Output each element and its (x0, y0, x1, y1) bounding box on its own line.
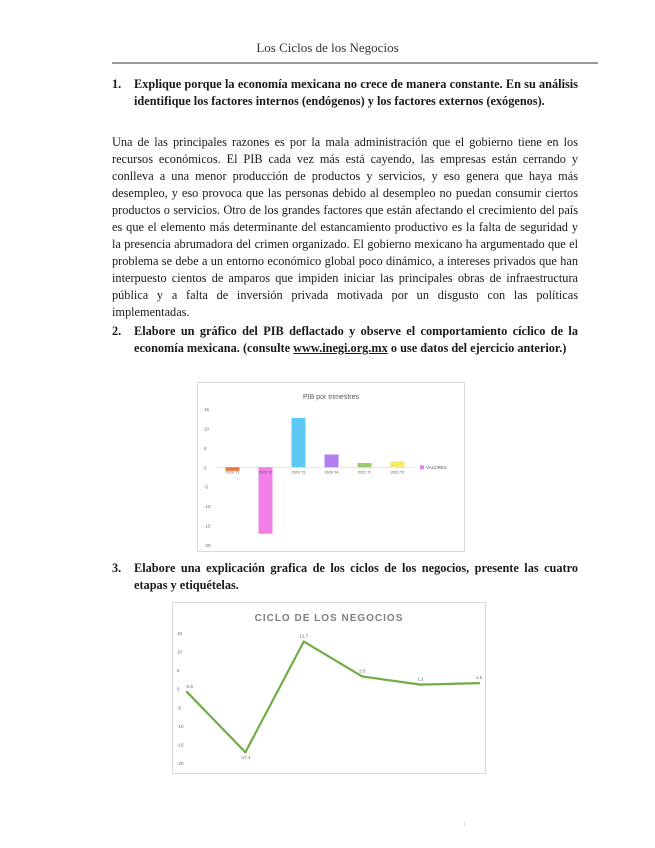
y-tick-label: -5 (177, 705, 182, 711)
inegi-link[interactable]: www.inegi.org.mx (293, 341, 388, 355)
y-tick-label: -5 (204, 484, 209, 490)
y-tick-label: 5 (204, 445, 207, 451)
y-tick-label: 15 (177, 631, 183, 636)
x-tick-label: 2020 T1 (225, 470, 240, 475)
y-tick-label: -15 (177, 742, 184, 748)
y-tick-label: -10 (177, 723, 184, 729)
question-text: Elabore una explicación grafica de los ciclos de los negocios, presente las cuatro etapas y etiquételas. (134, 561, 578, 592)
data-point (186, 691, 188, 693)
legend-label: VALORES (426, 465, 447, 471)
question-3 (112, 560, 578, 594)
y-tick-label: -15 (204, 523, 211, 529)
data-label: 1.1 (417, 676, 424, 682)
chart-title: PIB por trimestres (302, 394, 360, 401)
x-tick-label: 2020 T2 (258, 470, 273, 475)
pib-bar-chart-svg (198, 383, 464, 551)
bar (358, 463, 372, 467)
series-line (187, 642, 479, 753)
question-number: 2. (112, 324, 122, 338)
y-tick-label: -20 (177, 761, 184, 766)
page-number: 1 (463, 822, 466, 828)
bar (391, 461, 405, 467)
data-label: 3.3 (359, 668, 366, 674)
legend-swatch (420, 465, 424, 469)
business-cycle-line-chart (172, 602, 486, 774)
x-tick-label: 2021 T1 (357, 470, 372, 475)
question-1 (112, 76, 578, 110)
question-text-part: Elabore un gráfico del PIB deflactado y observe el comportamiento cíclico de la economía mexicana. (consulte (134, 324, 578, 355)
bar (325, 454, 339, 467)
y-tick-label: 0 (204, 465, 207, 471)
question-number: 3. (112, 561, 122, 575)
data-point (419, 683, 421, 685)
y-tick-label: 5 (177, 668, 180, 674)
header-rule (112, 62, 598, 64)
answer-1-paragraph: Una de las principales razones es por la mala administración que el gobierno tiene en los recursos económicos. El PIB cada vez más está cayendo, las empresas están cerrando y conlleva a una menor producción de productos y servicios, y eso genera que haya más desempleo, y eso provoca que las personas debido al desempleo no puedan consumir ciertos productos o servicios. Otro de los grandes factores que están afectando el crecimiento del país es que el elemento más determinante del estancamiento productivo es la falta de seguridad y la presencia abrumadora del crimen organizado. El gobierno mexicano ha argumentado que el problema se debe a un entorno económico global poco dinámico, a intereses privados que han interpuesto cientos de amparos que impiden iniciar las principales obras de infraestructura pública y a falta de inversión privada motivada por un disgusto con las políticas implementadas. (112, 135, 578, 319)
data-label: 1.5 (475, 675, 483, 681)
bar (259, 467, 273, 533)
question-2 (112, 323, 578, 357)
data-label: 12.7 (299, 633, 309, 639)
chart-title: CICLO DE LOS NEGOCIOS (254, 613, 404, 624)
data-point (361, 675, 363, 677)
data-label: -0.9 (185, 684, 193, 690)
y-tick-label: -10 (204, 504, 211, 510)
question-text-part: o use datos del ejercicio anterior.) (387, 341, 567, 355)
y-tick-label: 10 (177, 649, 183, 655)
x-tick-label: 2020 T3 (291, 470, 306, 475)
y-tick-label: 15 (204, 407, 210, 412)
bar (292, 418, 306, 467)
question-text: Explique porque la economía mexicana no crece de manera constante. En su análisis identifique los factores internos (endógenos) y los factores externos (exógenos). (134, 77, 578, 108)
data-point (478, 682, 480, 684)
y-tick-label: 0 (177, 686, 180, 692)
pib-bar-chart (197, 382, 465, 552)
data-point (303, 640, 305, 642)
data-point (244, 751, 246, 753)
question-text (134, 323, 578, 357)
question-number: 1. (112, 77, 122, 91)
page-header-title: Los Ciclos de los Negocios (256, 40, 399, 55)
y-tick-label: -20 (204, 543, 211, 548)
x-tick-label: 2020 T4 (324, 470, 339, 475)
x-tick-label: 2021 T2 (390, 470, 405, 475)
y-tick-label: 10 (204, 426, 210, 432)
business-cycle-line-chart-svg (173, 603, 485, 773)
data-label: -17.1 (240, 755, 251, 761)
